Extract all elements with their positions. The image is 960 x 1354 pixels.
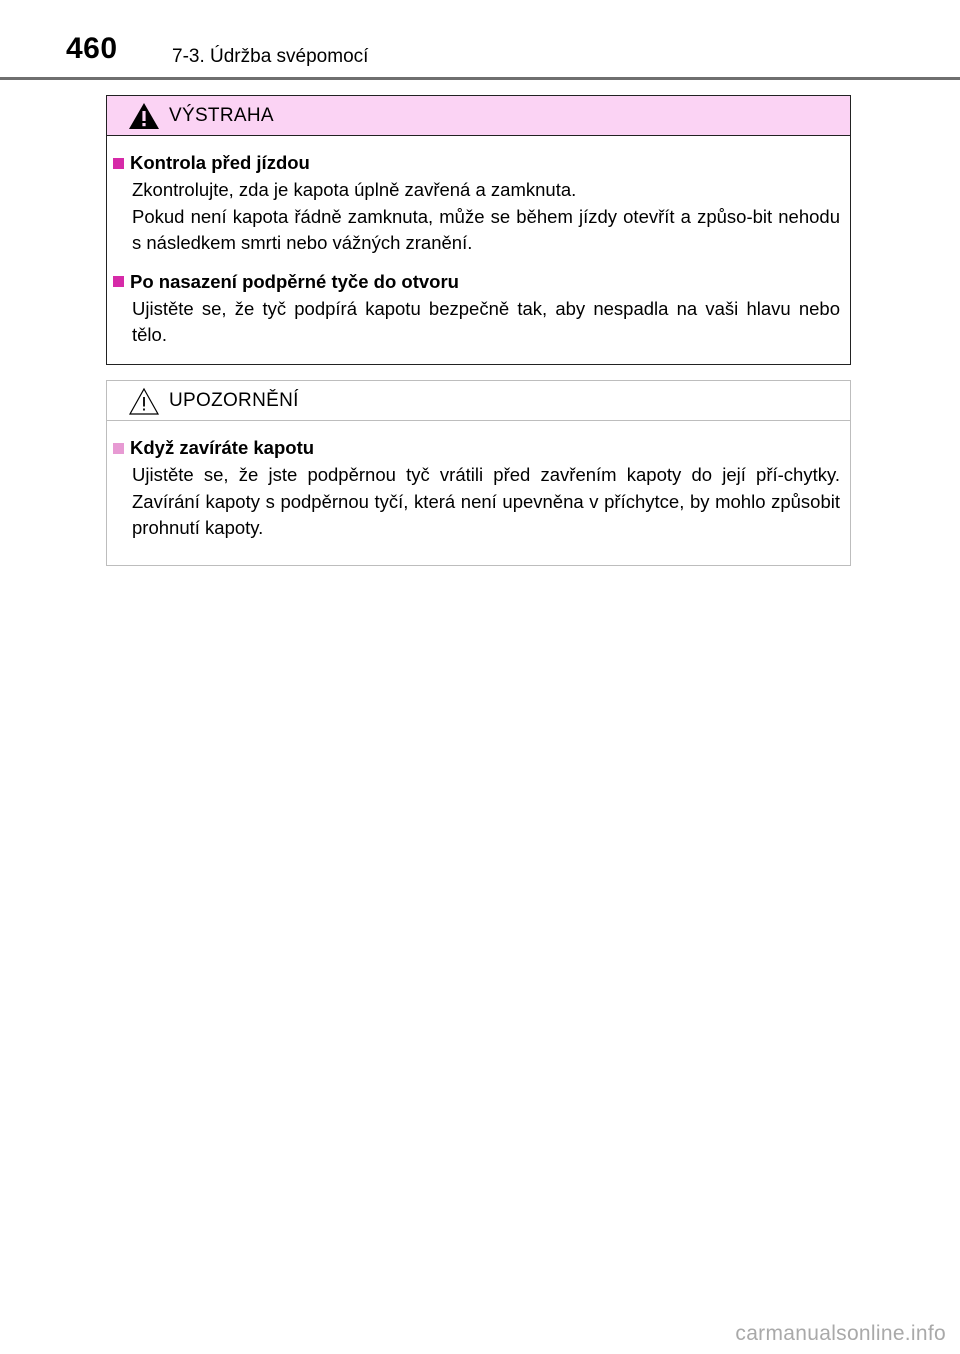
header-divider <box>0 77 960 80</box>
caution-box-body <box>107 421 850 542</box>
caution-item <box>113 435 840 542</box>
square-bullet-icon <box>113 276 124 287</box>
paragraph: Zkontrolujte, zda je kapota úplně zavřená a zamknuta. <box>132 179 577 200</box>
caution-triangle-outline-icon <box>127 386 161 416</box>
warning-box-header <box>107 96 850 136</box>
warning-item-title <box>113 150 840 176</box>
page-number: 460 <box>66 32 118 65</box>
caution-item-text <box>113 462 840 542</box>
caution-item-title <box>113 435 840 461</box>
paragraph: Ujistěte se, že tyč podpírá kapotu bezpečně tak, aby nespadla na vaši hlavu nebo tělo. <box>132 297 840 345</box>
warning-box <box>106 95 851 365</box>
caution-box <box>106 380 851 566</box>
warning-item <box>113 269 840 349</box>
warning-item-text <box>113 177 840 257</box>
caution-label: UPOZORNĚNÍ <box>169 390 299 411</box>
item-title-text: Kontrola před jízdou <box>130 152 310 173</box>
warning-label: VÝSTRAHA <box>169 105 274 126</box>
item-title-text: Když zavíráte kapotu <box>130 437 315 458</box>
warning-item-title <box>113 269 840 295</box>
item-title-text: Po nasazení podpěrné tyče do otvoru <box>130 270 459 292</box>
warning-box-body <box>107 136 850 349</box>
warning-triangle-filled-icon <box>127 101 161 131</box>
page-header <box>0 0 960 80</box>
section-title: 7-3. Údržba svépomocí <box>172 46 369 67</box>
warning-item <box>113 150 840 257</box>
square-bullet-icon <box>113 443 124 454</box>
watermark: carmanualsonline.info <box>735 1322 946 1345</box>
paragraph: Pokud není kapota řádně zamknuta, může se během jízdy otevřít a způso-bit nehodu s následkem smrti nebo vážných zranění. <box>132 205 840 253</box>
square-bullet-icon <box>113 158 124 169</box>
paragraph: Ujistěte se, že jste podpěrnou tyč vrátili před zavřením kapoty do její pří-chytky. Zavírání kapoty s podpěrnou tyčí, která není upevněna v příchytce, by mohlo způsobit prohnutí kapoty. <box>132 464 840 538</box>
warning-item-text <box>113 296 840 349</box>
caution-box-header <box>107 381 850 421</box>
